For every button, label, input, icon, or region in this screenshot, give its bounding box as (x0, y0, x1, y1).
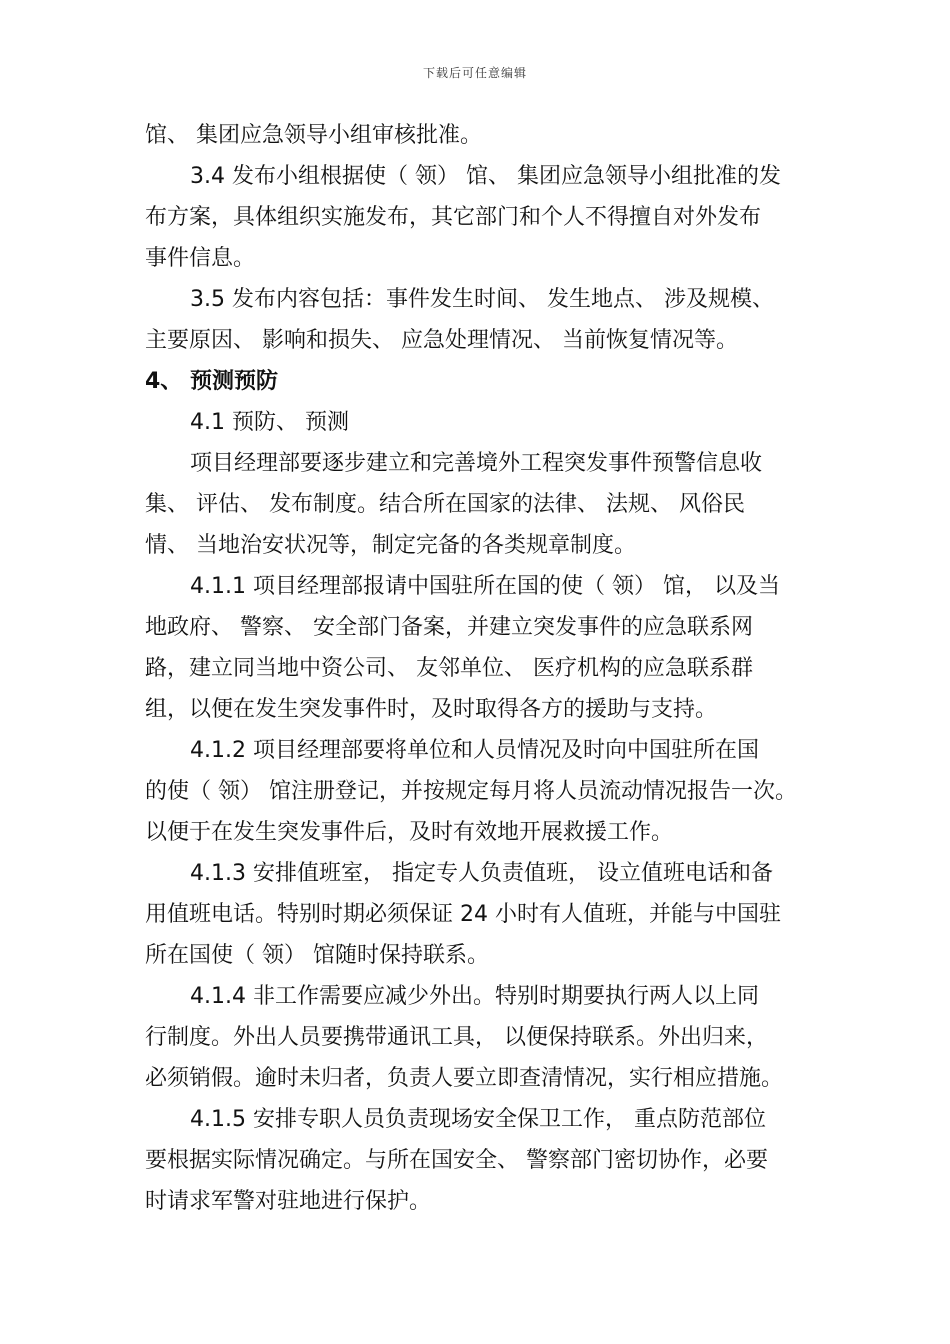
text-line: 组，以便在发生突发事件时，及时取得各方的援助与支持。 (145, 697, 718, 722)
text-line: 情、 当地治安状况等，制定完备的各类规章制度。 (145, 533, 636, 558)
section-heading: 4、 预测预防 (145, 369, 278, 394)
text-line: 4.1.2 项目经理部要将单位和人员情况及时向中国驻所在国 (190, 738, 759, 763)
text-line: 4.1 预防、 预测 (190, 410, 349, 435)
text-line: 用值班电话。特别时期必须保证 24 小时有人值班，并能与中国驻 (145, 902, 781, 927)
document-body (145, 115, 835, 1222)
text-line: 3.4 发布小组根据使（ 领） 馆、 集团应急领导小组批准的发 (190, 164, 781, 189)
text-line: 馆、 集团应急领导小组审核批准。 (145, 123, 482, 148)
text-line: 4.1.3 安排值班室， 指定专人负责值班， 设立值班电话和备 (190, 861, 773, 886)
text-line: 事件信息。 (145, 246, 256, 271)
text-line: 时请求军警对驻地进行保护。 (145, 1189, 432, 1214)
text-line: 以便于在发生突发事件后，及时有效地开展救援工作。 (145, 820, 674, 845)
text-line: 4.1.1 项目经理部报请中国驻所在国的使（ 领） 馆， 以及当 (190, 574, 780, 599)
text-line: 要根据实际情况确定。与所在国安全、 警察部门密切协作，必要 (145, 1148, 768, 1173)
text-line: 必须销假。逾时未归者，负责人要立即查清情况，实行相应措施。 (145, 1066, 784, 1091)
text-line: 路，建立同当地中资公司、 友邻单位、 医疗机构的应急联系群 (145, 656, 753, 681)
text-line: 项目经理部要逐步建立和完善境外工程突发事件预警信息收 (190, 451, 763, 476)
text-line: 4.1.5 安排专职人员负责现场安全保卫工作， 重点防范部位 (190, 1107, 766, 1132)
text-line: 行制度。外出人员要携带通讯工具， 以便保持联系。外出归来， (145, 1025, 768, 1050)
text-line: 主要原因、 影响和损失、 应急处理情况、 当前恢复情况等。 (145, 328, 738, 353)
text-line: 3.5 发布内容包括：事件发生时间、 发生地点、 涉及规模、 (190, 287, 774, 312)
text-line: 集、 评估、 发布制度。结合所在国家的法律、 法规、 风俗民 (145, 492, 745, 517)
text-line: 地政府、 警察、 安全部门备案，并建立突发事件的应急联系网 (145, 615, 753, 640)
text-line: 所在国使（ 领） 馆随时保持联系。 (145, 943, 489, 968)
text-line: 布方案，具体组织实施发布，其它部门和个人不得擅自对外发布 (145, 205, 762, 230)
page-header: 下载后可任意编辑 (422, 66, 527, 80)
text-line: 4.1.4 非工作需要应减少外出。特别时期要执行两人以上同 (190, 984, 759, 1009)
text-line: 的使（ 领） 馆注册登记，并按规定每月将人员流动情况报告一次。 (145, 779, 797, 804)
